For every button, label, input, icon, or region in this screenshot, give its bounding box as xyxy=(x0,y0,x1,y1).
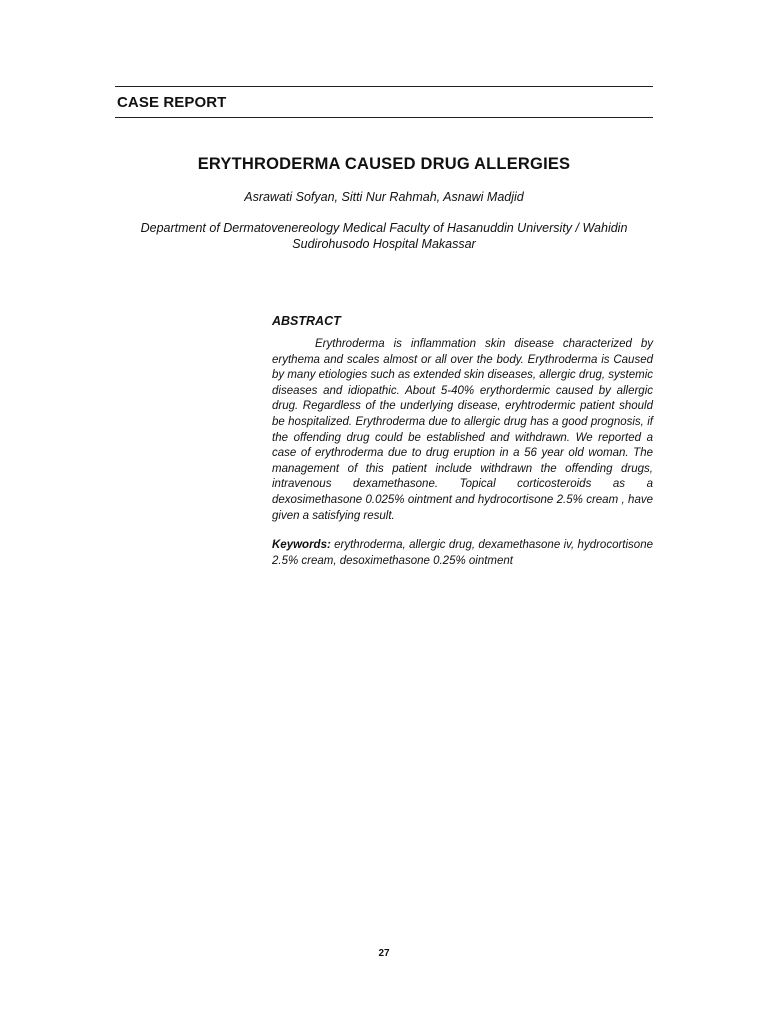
header-rule-bottom xyxy=(115,117,653,118)
keywords-list: erythroderma, allergic drug, dexamethasone iv, hydrocortisone 2.5% cream, desoximethasone 0.25% ointment xyxy=(272,539,653,567)
article-authors: Asrawati Sofyan, Sitti Nur Rahmah, Asnawi Madjid xyxy=(244,190,524,204)
article-title: ERYTHRODERMA CAUSED DRUG ALLERGIES xyxy=(197,155,571,173)
header-rule-top xyxy=(115,86,653,87)
abstract-heading: ABSTRACT xyxy=(272,314,341,328)
page-number: 27 xyxy=(378,948,390,959)
keywords xyxy=(272,537,653,569)
abstract-body: Erythroderma is inflammation skin disease characterized by erythema and scales almost or all over the body. Erythroderma is Caused by many etiologies such as extended skin diseases, allergic drug, systemic diseases and idiopathic. About 5-40% erythordermic caused by allergic drug. Regardless of the underlying disease, eryhtrodermic patient should be hospitalized. Erythroderma due to allergic drug has a good prognosis, if the offending drug could be established and withdrawn. We reported a case of erythroderma due to drug eruption in a 56 year old woman. The management of this patient include withdrawn the offending drugs, intravenous dexamethasone. Topical corticosteroids as a dexosimethasone 0.025% ointment and hydrocortisone 2.5% cream , have given a satisfying result. xyxy=(272,338,653,522)
section-label: CASE REPORT xyxy=(117,94,227,111)
article-affiliation: Department of Dermatovenereology Medical Faculty of Hasanuddin University / Wahidin Sudirohusodo Hospital Makassar xyxy=(140,221,628,251)
keywords-label: Keywords: xyxy=(272,539,331,551)
